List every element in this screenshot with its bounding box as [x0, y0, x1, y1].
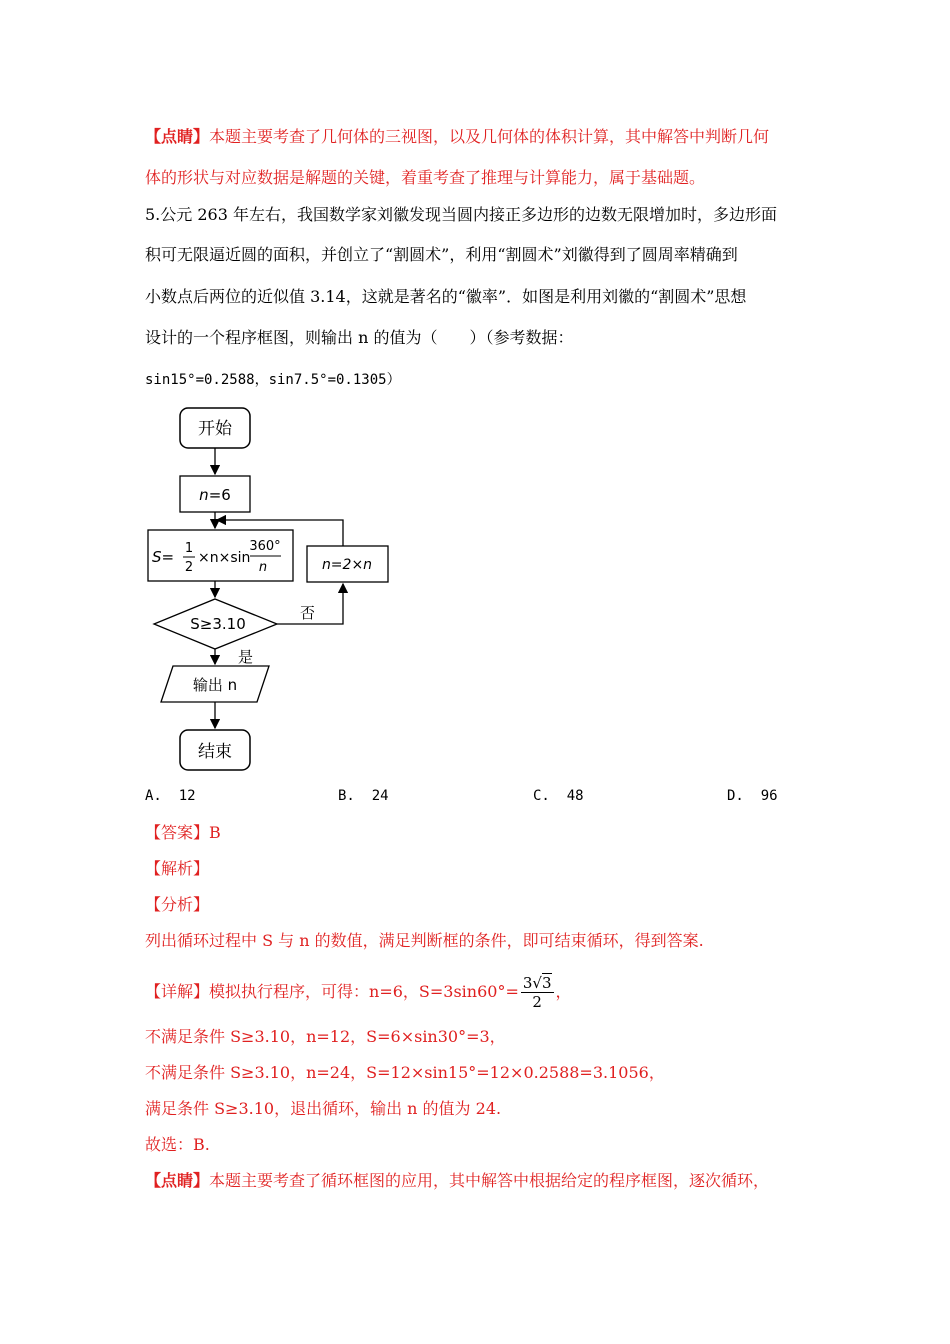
flowchart [140, 400, 410, 780]
question-line1: 5.公元 263 年左右，我国数学家刘徽发现当圆内接正多边形的边数无限增加时，多边形面 [145, 205, 777, 224]
prev-comment-text1: 本题主要考查了几何体的三视图，以及几何体的体积计算，其中解答中判断几何 [209, 127, 770, 146]
formula-mid: ×n×sin [198, 550, 251, 566]
fenxi-text: 列出循环过程中 S 与 n 的数值，满足判断框的条件，即可结束循环，得到答案. [145, 931, 704, 950]
detail-step2: 不满足条件 S≥3.10，n=24，S=12×sin15°=12×0.2588=3.1056， [145, 1063, 665, 1082]
condition-label: S≥3.10 [190, 615, 246, 633]
yes-label: 是 [238, 648, 254, 666]
detail-fraction: $\frac{3√3}{2}$ [522, 974, 552, 1011]
detail-step1: 不满足条件 S≥3.10，n=12，S=6×sin30°=3， [145, 1027, 506, 1046]
prev-comment-line1 [145, 127, 769, 147]
answer-value: B [209, 823, 221, 842]
formula-half-num: 1 [184, 541, 194, 556]
comment-text: 本题主要考查了循环框图的应用，其中解答中根据给定的程序框图，逐次循环， [209, 1171, 770, 1190]
option-b[interactable] [338, 788, 389, 804]
detail-intro-tail: ， [555, 982, 572, 1001]
option-c-value: 48 [566, 788, 584, 804]
question-line2: 积可无限逼近圆的面积，并创立了“割圆术”，利用“割圆术”刘徽得到了圆周率精确到 [145, 245, 738, 264]
formula-half-den: 2 [184, 560, 194, 575]
detail-step3: 满足条件 S≥3.10，退出循环，输出 n 的值为 24. [145, 1099, 502, 1118]
question-line5: sin15°=0.2588，sin7.5°=0.1305） [145, 372, 401, 388]
option-d-value: 96 [760, 788, 778, 804]
comment-tag: 【点睛】 [145, 1171, 210, 1190]
end-label: 结束 [198, 742, 232, 762]
detail-frac-coef: 3 [522, 974, 533, 992]
analysis-tag: 【解析】 [145, 859, 210, 878]
question-line3: 小数点后两位的近似值 3.14，这就是著名的“徽率”．如图是利用刘徽的“割圆术”思想 [145, 287, 747, 306]
option-a-label: A. [145, 788, 162, 804]
option-c[interactable] [533, 788, 584, 804]
answer-line [145, 823, 221, 843]
option-a[interactable] [145, 788, 196, 804]
option-d-label: D. [727, 788, 744, 804]
answer-tag: 【答案】 [145, 823, 210, 842]
formula-den: n [258, 560, 268, 575]
prev-comment-line2: 体的形状与对应数据是解题的关键，着重考查了推理与计算能力，属于基础题。 [145, 168, 706, 187]
comment-line [145, 1171, 769, 1191]
update-label: n=2×n [321, 557, 373, 573]
detail-frac-root: 3 [541, 974, 552, 992]
output-label: 输出 n [192, 676, 238, 694]
option-a-value: 12 [178, 788, 196, 804]
formula-s: S= [152, 548, 175, 566]
option-b-value: 24 [371, 788, 389, 804]
detail-frac-den: 2 [532, 993, 542, 1011]
detail-intro-line [145, 972, 572, 1012]
detail-choose: 故选：B. [145, 1135, 210, 1154]
fenxi-tag: 【分析】 [145, 895, 210, 914]
detail-intro: 模拟执行程序，可得：n=6，S=3sin60°= [209, 982, 519, 1001]
option-c-label: C. [533, 788, 550, 804]
option-b-label: B. [338, 788, 355, 804]
question-line4: 设计的一个程序框图，则输出 n 的值为（ ）（参考数据： [145, 328, 574, 347]
init-label: n=6 [199, 486, 231, 504]
no-label: 否 [300, 604, 316, 622]
prev-comment-tag: 【点睛】 [145, 127, 210, 146]
start-label: 开始 [198, 419, 232, 439]
option-d[interactable] [727, 788, 778, 804]
formula-angle: 360° [249, 539, 281, 554]
detail-tag: 【详解】 [145, 982, 210, 1001]
